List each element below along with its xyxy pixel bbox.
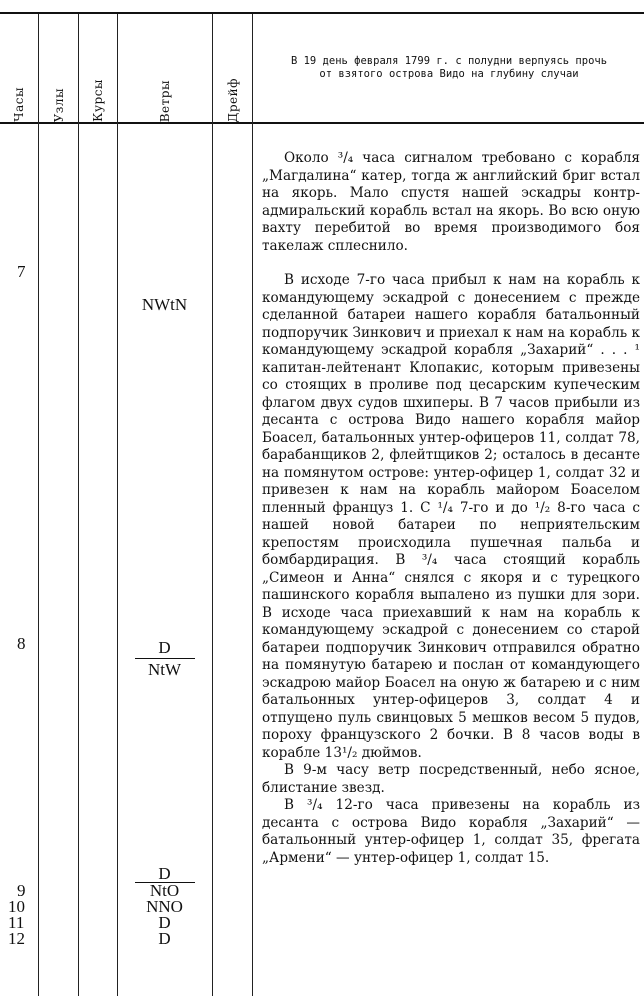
paragraph-4: В ³/₄ 12-го часа привезены на корабль из десанта с острова Видо корабля „Захарий“ — батальонный унтер-офицер 1, солдат 35, фрегата „Армени“ — унтер-офицер 1, солдат 15. (262, 797, 640, 866)
wind-8-top: D (158, 638, 171, 657)
heading-line-2: от взятого острова Видо на глубину случаи (319, 68, 579, 80)
hour-12: 12 (8, 929, 25, 948)
column-divider (78, 14, 79, 996)
wind-8-bottom: NtW (147, 660, 182, 679)
header-courses-label: Курсы (91, 79, 105, 122)
wind-7: NWtN (141, 295, 188, 314)
log-entry-heading (254, 55, 644, 81)
wind-11: D (158, 913, 171, 932)
paragraph-2: В исходе 7-го часа прибыл к нам на корабль к командующему эскадрой с донесением с прежде сделанной батареи нашего корабля батальонный подпоручик Зинкович и приехал к нам на корабль к командующему эскадрой корабля „Захарий“ . . . ¹ капитан-лейтенант Клопакис, которым привезены со стоящих в проливе под цесарским купеческим флагом двух судов шхиперы. В 7 часов прибыли из десанта с острова Видо нашего корабля майор Боасел, батальонных унтер-офицеров 11, солдат 78, барабанщиков 2, флейтщиков 2; осталось в десанте на помянутом острове: унтер-офицер 1, солдат 32 и привезен к нам на корабль майором Боаселом пленный француз 1. С ¹/₄ 7-го и до ¹/₂ 8-го часа с нашей новой батареи по неприятельским крепостям происходила пушечная пальба и бомбардирация. В ³/₄ часа стоящий корабль „Симеон и Анна“ снялся с якоря и с турецкого пашинского корабля выпалено из пушки для зори. В исходе часа приехавший к нам на корабль к командующему эскадрой с донесением со старой батареи подпоручик Зинкович отправился обратно на помянутую батарею и послан от командующего эскадрою майор Боасел на оную ж батарею и с ним батальонных унтер-офицеров 3, солдат 4 и отпущено пуль свинцовых 5 мешков весом 5 пудов, пороху французского 2 бочки. В 8 часов воды в корабле 13¹/₂ дюймов. (262, 272, 640, 761)
hour-8: 8 (17, 634, 26, 653)
header-courses (79, 14, 117, 122)
header-bottom-rule (0, 122, 644, 124)
paragraph-gap (262, 255, 640, 272)
column-divider (117, 14, 118, 996)
hour-11: 11 (8, 913, 25, 932)
header-drift (213, 14, 252, 122)
fraction-line (135, 658, 195, 659)
log-body (262, 150, 640, 867)
column-divider (252, 14, 253, 996)
wind-9-bottom: NtO (149, 881, 180, 900)
header-drift-label: Дрейф (225, 77, 240, 122)
paragraph-1: Около ³/₄ часа сигналом требовано с корабля „Магдалина“ катер, тогда ж английский бриг встал на якорь. Мало спустя нашей эскадры контр-адмиральский корабль встал на якорь. Во всю оную вахту перебитой во время производимого боя такелаж сплеснило. (262, 150, 640, 254)
header-knots-label: Узлы (51, 87, 66, 122)
header-winds-label: Ветры (158, 79, 172, 122)
column-divider (38, 14, 39, 996)
hour-10: 10 (8, 897, 25, 916)
wind-9 (117, 865, 212, 947)
paragraph-3: В 9-м часу ветр посредственный, небо ясное, блистание звезд. (262, 762, 640, 796)
wind-8 (117, 639, 212, 678)
wind-10: NNO (146, 897, 183, 916)
header-hours (0, 14, 38, 122)
column-divider (212, 14, 213, 996)
header-knots (39, 14, 78, 122)
heading-line-1: В 19 день февраля 1799 г. с полудни верпуясь прочь (290, 55, 608, 67)
header-hours-label: Часы (12, 87, 26, 122)
wind-12: D (158, 929, 171, 948)
header-winds (118, 14, 212, 122)
wind-9-top: D (158, 864, 171, 883)
hour-7: 7 (17, 262, 26, 281)
hour-9: 9 (17, 881, 26, 900)
